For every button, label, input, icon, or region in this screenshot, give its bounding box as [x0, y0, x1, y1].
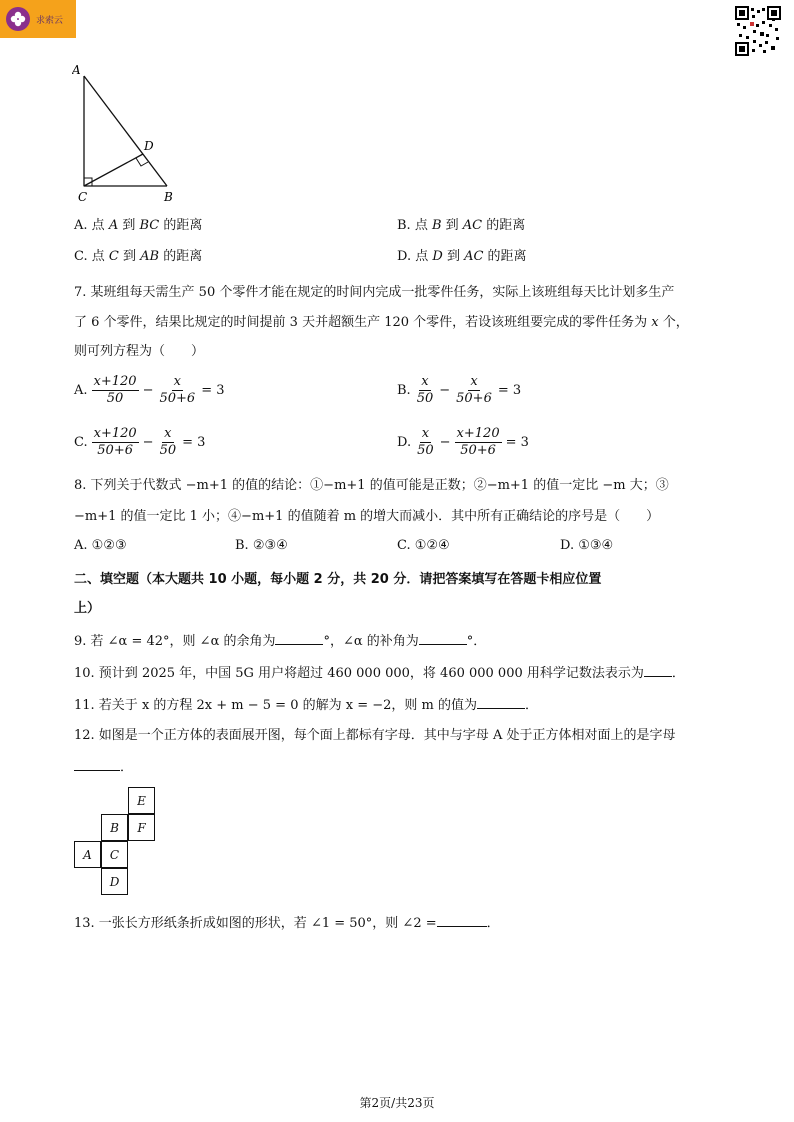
triangle-figure: [72, 62, 182, 204]
q6-option-c[interactable]: C. 点 C 到 AB 的距离: [74, 249, 203, 264]
cube-face-f: F: [128, 814, 155, 841]
q8-option-c[interactable]: C. ①②④: [397, 538, 450, 553]
page-number: 第2页/共23页: [359, 1096, 435, 1110]
q7-stem-line3: 则可列方程为（ ）: [74, 344, 205, 359]
logo-text: 求索云: [36, 15, 64, 26]
q7-option-c[interactable]: C. $\frac{x+120}{50+6}$ − $\frac{x}{50}$ = 3: [74, 426, 206, 458]
q6-option-b[interactable]: B. 点 B 到 AC 的距离: [397, 218, 526, 233]
q11-line: 11. 若关于 x 的方程 2x + m − 5 = 0 的解为 x = −2，则 m 的值为 ．: [74, 698, 539, 713]
q7-option-b[interactable]: B. $\frac{x}{50}$ − $\frac{x}{50+6}$ = 3: [397, 374, 522, 406]
cube-face-e: E: [128, 787, 155, 814]
q8-option-b[interactable]: B. ②③④: [235, 538, 288, 553]
q9-line: 9. 若 ∠α = 42°，则 ∠α 的余角为 °，∠α 的补角为 °．: [74, 634, 487, 649]
q12-stem-line1: 12. 如图是一个正方体的表面展开图，每个面上都标有字母．其中与字母 A 处于正方体相对面上的是字母: [74, 728, 676, 743]
q7-stem-line1: 7. 某班组每天需生产 50 个零件才能在规定的时间内完成一批零件任务，实际上该班组每天比计划多生产: [74, 285, 675, 300]
header-logo: [0, 0, 76, 38]
q8-option-d[interactable]: D. ①③④: [560, 538, 614, 553]
q11-blank[interactable]: [477, 696, 525, 709]
q8-option-a[interactable]: A. ①②③: [74, 538, 127, 553]
q10-line: 10. 预计到 2025 年，中国 5G 用户将超过 460 000 000，将 460 000 000 用科学记数法表示为 ．: [74, 666, 685, 681]
section2-heading-line2: 上）: [74, 601, 101, 616]
qr-code-icon: [735, 6, 781, 56]
q6-option-a[interactable]: A. 点 A 到 BC 的距离: [74, 218, 203, 233]
q12-stem-line2: ．: [74, 756, 133, 775]
q7-stem-line2: 了 6 个零件，结果比规定的时间提前 3 天并超额生产 120 个零件，若设该班组要完成的零件任务为 x 个，: [74, 315, 689, 330]
q13-line: 13. 一张长方形纸条折成如图的形状，若 ∠1 = 50°，则 ∠2 = ．: [74, 916, 500, 931]
q6-option-d[interactable]: D. 点 D 到 AC 的距离: [397, 249, 527, 264]
label-D: D: [144, 139, 154, 153]
cube-face-a: A: [74, 841, 101, 868]
label-A: A: [72, 63, 81, 77]
label-C: C: [78, 190, 88, 204]
clover-icon: [6, 7, 30, 31]
q8-stem-line1: 8. 下列关于代数式 −m+1 的值的结论：①−m+1 的值可能是正数；②−m+1 的值一定比 −m 大；③: [74, 478, 669, 493]
cube-face-b: B: [101, 814, 128, 841]
q9-blank-1[interactable]: [275, 632, 323, 645]
cube-face-c: C: [101, 841, 128, 868]
q7-option-a[interactable]: A. $\frac{x+120}{50}$ − $\frac{x}{50+6}$ = 3: [74, 374, 225, 406]
q13-blank[interactable]: [437, 914, 487, 927]
q7-option-d[interactable]: D. $\frac{x}{50}$ − $\frac{x+120}{50+6}$ = 3: [397, 426, 529, 458]
q8-stem-line2: −m+1 的值一定比 1 小；④−m+1 的值随着 m 的增大而减小．其中所有正确结论的序号是（ ）: [74, 509, 660, 524]
label-B: B: [164, 190, 173, 204]
q9-blank-2[interactable]: [419, 632, 467, 645]
q10-blank[interactable]: [644, 664, 672, 677]
cube-face-d: D: [101, 868, 128, 895]
section2-heading-line1: 二、填空题（本大题共 10 小题，每小题 2 分，共 20 分．请把答案填写在答题卡相应位置: [74, 572, 602, 587]
q12-blank[interactable]: [74, 758, 120, 771]
